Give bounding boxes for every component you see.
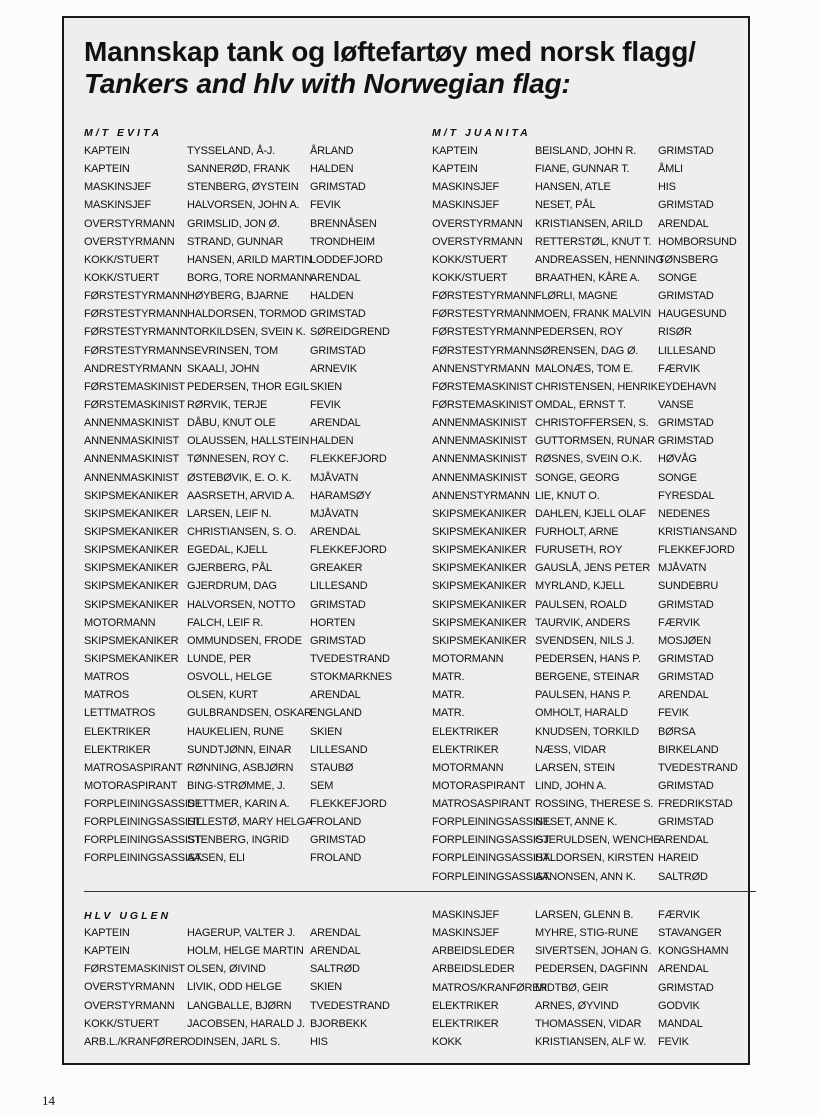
crew-rank: ARB.L./KRANFØRER [84, 1035, 188, 1048]
crew-rank: MOTORMANN [432, 652, 504, 665]
crew-name: MOEN, FRANK MALVIN [535, 308, 651, 321]
crew-rank: LETTMATROS [84, 707, 156, 720]
crew-name: TORKILDSEN, SVEIN K. [187, 326, 306, 339]
crew-rank: SKIPSMEKANIKER [432, 634, 527, 647]
crew-name: NÆSS, VIDAR [535, 743, 607, 756]
crew-hometown: HØVÅG [658, 453, 697, 466]
crew-hometown: FEVIK [310, 398, 341, 411]
crew-hometown: ARENDAL [310, 525, 361, 538]
crew-hometown: GRIMSTAD [658, 598, 714, 611]
crew-hometown: GRIMSTAD [658, 779, 714, 792]
crew-rank: FØRSTESTYRMANN [432, 290, 536, 303]
crew-name: FURUSETH, ROY [535, 544, 623, 557]
crew-rank: MATR. [432, 707, 465, 720]
crew-name: BORG, TORE NORMANN [187, 271, 312, 284]
crew-name: MYHRE, STIG-RUNE [535, 927, 639, 940]
crew-rank: KOKK/STUERT [84, 271, 160, 284]
crew-rank: FORPLEININGSASSIST. [84, 834, 204, 847]
crew-rank: KAPTEIN [432, 145, 478, 157]
crew-name: LARSEN, LEIF N. [187, 507, 272, 520]
crew-rank: FØRSTESTYRMANN [84, 308, 188, 321]
crew-hometown: SALTRØD [310, 963, 360, 976]
crew-name: NESET, PÅL [535, 199, 596, 212]
crew-rank: SKIPSMEKANIKER [432, 598, 527, 611]
crew-name: CHRISTOFFERSEN, S. [535, 417, 649, 430]
crew-name: RØNNING, ASBJØRN [187, 761, 294, 774]
crew-hometown: LODDEFJORD [310, 253, 383, 266]
crew-hometown: ARENDAL [658, 689, 709, 702]
crew-name: STENBERG, ØYSTEIN [187, 181, 299, 194]
crew-hometown: GRIMSTAD [658, 671, 714, 684]
crew-rank: MATROS [84, 671, 130, 684]
crew-rank: KOKK/STUERT [84, 1017, 160, 1030]
crew-hometown: SONGE [658, 271, 697, 284]
crew-name: DETTMER, KARIN A. [187, 798, 290, 811]
crew-name: OMHOLT, HARALD [535, 707, 628, 720]
crew-hometown: GRIMSTAD [310, 634, 366, 647]
crew-hometown: ARENDAL [658, 834, 709, 847]
crew-rank: SKIPSMEKANIKER [432, 580, 527, 593]
crew-hometown: ARENDAL [310, 945, 361, 958]
crew-rank: ANNENMASKINIST [432, 435, 527, 448]
crew-name: JACOBSEN, HARALD J. [187, 1017, 305, 1030]
crew-name: LIND, JOHN A. [535, 779, 607, 792]
crew-hometown: HARAMSØY [310, 489, 372, 502]
crew-rank: ANNENMASKINIST [432, 453, 527, 466]
crew-hometown: FÆRVIK [658, 616, 700, 629]
crew-name: RØRVIK, TERJE [187, 398, 268, 411]
crew-hometown: GRIMSTAD [310, 344, 366, 357]
crew-hometown: GRIMSTAD [658, 199, 714, 212]
crew-hometown: LILLESAND [658, 344, 716, 357]
crew-rank: ELEKTRIKER [432, 1017, 499, 1030]
crew-name: HØYBERG, BJARNE [187, 290, 289, 303]
crew-name: SANNERØD, FRANK [187, 163, 290, 176]
crew-name: LILLESTØ, MARY HELGA [187, 816, 313, 829]
crew-hometown: FEVIK [310, 199, 341, 212]
crew-name: LARSEN, STEIN [535, 761, 615, 774]
crew-rank: SKIPSMEKANIKER [84, 598, 179, 611]
crew-name: KRISTIANSEN, ARILD [535, 217, 643, 230]
crew-rank: KAPTEIN [84, 927, 130, 939]
crew-hometown: SKIEN [310, 981, 343, 994]
crew-rank: FORPLEININGSASSIST. [432, 852, 552, 865]
crew-rank: FØRSTESTYRMANN [84, 326, 188, 339]
crew-hometown: TVEDESTRAND [310, 652, 390, 665]
crew-name: HALDORSEN, KIRSTEN [535, 852, 654, 865]
crew-rank: ANNENSTYRMANN [432, 362, 530, 375]
crew-name: TYSSELAND, Å-J. [187, 145, 276, 157]
crew-name: KNUDSEN, TORKILD [535, 725, 639, 738]
crew-name: LIE, KNUT O. [535, 489, 600, 502]
crew-rank: KOKK/STUERT [84, 253, 160, 266]
crew-rank: MASKINSJEF [84, 181, 152, 194]
crew-hometown: SKIEN [310, 725, 343, 738]
crew-name: TØNNESEN, ROY C. [187, 453, 289, 466]
crew-rank: SKIPSMEKANIKER [84, 634, 179, 647]
crew-hometown: GRIMSTAD [658, 145, 714, 157]
crew-hometown: GRIMSTAD [658, 652, 714, 665]
crew-hometown: KONGSHAMN [658, 945, 729, 958]
crew-hometown: HAREID [658, 852, 699, 865]
crew-hometown: SONGE [658, 471, 697, 484]
crew-name: HAGERUP, VALTER J. [187, 927, 296, 939]
crew-name: HALVORSEN, NOTTO [187, 598, 296, 611]
crew-hometown: GREAKER [310, 562, 363, 575]
crew-hometown: FÆRVIK [658, 909, 700, 921]
crew-rank: MASKINSJEF [432, 927, 500, 940]
crew-hometown: MANDAL [658, 1017, 703, 1030]
crew-name: HALVORSEN, JOHN A. [187, 199, 300, 212]
crew-rank: SKIPSMEKANIKER [84, 652, 179, 665]
crew-rank: FØRSTESTYRMANN [432, 308, 536, 321]
crew-hometown: BØRSA [658, 725, 696, 738]
crew-rank: FØRSTEMASKINIST [84, 380, 185, 393]
crew-hometown: ARENDAL [658, 963, 709, 976]
crew-hometown: EYDEHAVN [658, 380, 717, 393]
crew-rank: SKIPSMEKANIKER [432, 544, 527, 557]
crew-name: MALONÆS, TOM E. [535, 362, 634, 375]
crew-rank: FORPLEININGSASSIST. [84, 816, 204, 829]
crew-name: GJERULDSEN, WENCHE [535, 834, 661, 847]
crew-name: HALDORSEN, TORMOD [187, 308, 307, 321]
crew-rank: FØRSTEMASKINIST [84, 963, 185, 976]
crew-name: LARSEN, GLENN B. [535, 909, 634, 921]
crew-name: SONGE, GEORG [535, 471, 620, 484]
crew-hometown: LILLESAND [310, 580, 368, 593]
crew-rank: MASKINSJEF [432, 181, 500, 194]
crew-name: PEDERSEN, THOR EGIL [187, 380, 309, 393]
crew-hometown: FEVIK [658, 707, 689, 720]
crew-hometown: FROLAND [310, 852, 362, 865]
crew-hometown: GRIMSTAD [310, 308, 366, 321]
crew-rank: MOTORASPIRANT [84, 779, 178, 792]
crew-hometown: FLEKKEFJORD [310, 544, 387, 557]
crew-hometown: ARENDAL [310, 689, 361, 702]
crew-rank: ELEKTRIKER [432, 999, 499, 1012]
crew-hometown: HALDEN [310, 163, 354, 176]
crew-name: RETTERSTØL, KNUT T. [535, 235, 652, 248]
crew-hometown: TØNSBERG [658, 253, 719, 266]
crew-name: THOMASSEN, VIDAR [535, 1017, 642, 1030]
crew-rank: FØRSTEMASKINIST [432, 380, 533, 393]
crew-name: OLAUSSEN, HALLSTEIN [187, 435, 310, 448]
crew-rank: OVERSTYRMANN [432, 217, 523, 230]
crew-hometown: SKIEN [310, 380, 343, 393]
crew-hometown: FÆRVIK [658, 362, 700, 375]
crew-name: STRAND, GUNNAR [187, 235, 284, 248]
crew-name: ROSSING, THERESE S. [535, 798, 654, 811]
crew-rank: ANNENSTYRMANN [432, 489, 530, 502]
crew-name: SUNDTJØNN, EINAR [187, 743, 292, 756]
crew-rank: SKIPSMEKANIKER [84, 507, 179, 520]
crew-name: CHRISTIANSEN, S. O. [187, 525, 297, 538]
crew-hometown: ARENDAL [310, 927, 361, 939]
crew-rank: OVERSTYRMANN [84, 235, 175, 248]
crew-rank: KAPTEIN [432, 163, 478, 176]
crew-name: LUNDE, PER [187, 652, 252, 665]
crew-name: BRAATHEN, KÅRE A. [535, 271, 640, 284]
crew-hometown: HOMBORSUND [658, 235, 737, 248]
crew-rank: MOTORASPIRANT [432, 779, 526, 792]
crew-rank: MATROS [84, 689, 130, 702]
crew-hometown: BIRKELAND [658, 743, 719, 756]
crew-hometown: HORTEN [310, 616, 356, 629]
crew-hometown: MJÅVATN [310, 471, 359, 484]
vessel-name-juanita: M/T JUANITA [432, 127, 531, 139]
crew-name: PEDERSEN, HANS P. [535, 652, 641, 665]
vessel-name-uglen: HLV UGLEN [84, 910, 172, 922]
crew-rank: ANNENMASKINIST [84, 435, 179, 448]
crew-hometown: MOSJØEN [658, 634, 711, 647]
crew-hometown: GRIMSTAD [310, 598, 366, 611]
crew-name: RØSNES, SVEIN O.K. [535, 453, 643, 466]
crew-name: SØRENSEN, DAG Ø. [535, 344, 639, 357]
crew-hometown: FROLAND [310, 816, 362, 829]
crew-rank: SKIPSMEKANIKER [84, 580, 179, 593]
crew-rank: SKIPSMEKANIKER [84, 544, 179, 557]
crew-name: HANSEN, ARILD MARTIN [187, 253, 312, 266]
crew-hometown: MJÅVATN [310, 507, 359, 520]
crew-rank: ELEKTRIKER [84, 743, 151, 756]
crew-hometown: STAUBØ [310, 761, 354, 774]
crew-name: OMMUNDSEN, FRODE [187, 634, 302, 647]
crew-rank: KAPTEIN [84, 163, 130, 176]
crew-hometown: GRIMSTAD [658, 290, 714, 303]
crew-rank: OVERSTYRMANN [432, 235, 523, 248]
crew-name: GJERDRUM, DAG [187, 580, 277, 593]
crew-name: LANGBALLE, BJØRN [187, 999, 292, 1012]
crew-rank: FØRSTESTYRMANN [432, 344, 536, 357]
crew-hometown: FREDRIKSTAD [658, 798, 733, 811]
crew-hometown: MJÅVATN [658, 562, 707, 575]
crew-name: TAURVIK, ANDERS [535, 616, 631, 629]
crew-hometown: ENGLAND [310, 707, 362, 720]
crew-name: FURHOLT, ARNE [535, 525, 619, 538]
crew-rank: ELEKTRIKER [432, 743, 499, 756]
crew-name: ØSTEBØVIK, E. O. K. [187, 471, 292, 484]
crew-hometown: GRIMSTAD [658, 816, 714, 829]
crew-hometown: TRONDHEIM [310, 235, 375, 248]
crew-name: SVENDSEN, NILS J. [535, 634, 635, 647]
crew-name: PEDERSEN, ROY [535, 326, 623, 339]
crew-name: MYRLAND, KJELL [535, 580, 625, 593]
crew-rank: ANNENMASKINIST [84, 471, 179, 484]
crew-rank: MATR. [432, 689, 465, 702]
crew-name: PAULSEN, ROALD [535, 598, 627, 611]
crew-name: GULBRANDSEN, OSKAR [187, 707, 312, 720]
crew-hometown: ÅMLI [658, 163, 683, 176]
crew-rank: FØRSTEMASKINIST [84, 398, 185, 411]
crew-hometown: FLEKKEFJORD [658, 544, 735, 557]
crew-rank: ANNENMASKINIST [84, 453, 179, 466]
crew-hometown: STOKMARKNES [310, 671, 392, 684]
crew-name: OLSEN, KURT [187, 689, 258, 702]
crew-rank: FORPLEININGSASSIST. [432, 816, 552, 829]
crew-hometown: SØREIDGREND [310, 326, 390, 339]
crew-hometown: HIS [658, 181, 676, 194]
crew-rank: MATROSASPIRANT [432, 798, 531, 811]
crew-rank: ANNENMASKINIST [432, 417, 527, 430]
crew-name: GRIMSLID, JON Ø. [187, 217, 280, 230]
crew-rank: SKIPSMEKANIKER [84, 525, 179, 538]
crew-rank: KAPTEIN [84, 145, 130, 157]
crew-hometown: GRIMSTAD [658, 435, 714, 448]
crew-rank: FØRSTESTYRMANN [84, 344, 188, 357]
crew-hometown: ARNEVIK [310, 362, 357, 375]
crew-rank: FØRSTESTYRMANN [84, 290, 188, 303]
crew-hometown: RISØR [658, 326, 692, 339]
crew-rank: MOTORMANN [84, 616, 156, 629]
crew-name: BERGENE, STEINAR [535, 671, 640, 684]
crew-rank: SKIPSMEKANIKER [432, 525, 527, 538]
crew-rank: KOKK/STUERT [432, 271, 508, 284]
crew-rank: FØRSTESTYRMANN [432, 326, 536, 339]
crew-hometown: SEM [310, 779, 334, 792]
crew-rank: KOKK [432, 1035, 462, 1048]
crew-name: LIVIK, ODD HELGE [187, 981, 282, 994]
crew-hometown: STAVANGER [658, 927, 722, 940]
crew-hometown: TVEDESTRAND [658, 761, 738, 774]
crew-rank: FORPLEININGSASSIST. [84, 798, 204, 811]
crew-name: EGEDAL, KJELL [187, 544, 268, 557]
crew-name: FIANE, GUNNAR T. [535, 163, 630, 176]
crew-hometown: FYRESDAL [658, 489, 715, 502]
crew-name: GUTTORMSEN, RUNAR [535, 435, 655, 448]
crew-name: KRISTIANSEN, ALF W. [535, 1035, 647, 1048]
crew-name: DÅBU, KNUT OLE [187, 417, 276, 430]
crew-name: GJERBERG, PÅL [187, 562, 272, 575]
crew-name: CHRISTENSEN, HENRIK [535, 380, 658, 393]
crew-hometown: FLEKKEFJORD [310, 453, 387, 466]
crew-name: BEISLAND, JOHN R. [535, 145, 637, 157]
crew-hometown: BJORBEKK [310, 1017, 368, 1030]
crew-rank: ANNENMASKINIST [84, 417, 179, 430]
title-norwegian: Mannskap tank og løftefartøy med norsk flagg/ [84, 36, 696, 67]
crew-name: SEVRINSEN, TOM [187, 344, 278, 357]
crew-rank: SKIPSMEKANIKER [432, 616, 527, 629]
crew-hometown: HAUGESUND [658, 308, 727, 321]
crew-rank: ARBEIDSLEDER [432, 945, 515, 958]
crew-rank: FORPLEININGSASSIST. [84, 852, 204, 865]
crew-hometown: HALDEN [310, 435, 354, 448]
crew-rank: OVERSTYRMANN [84, 981, 175, 994]
crew-rank: FORPLEININGSASSIST. [432, 870, 552, 883]
crew-hometown: GODVIK [658, 999, 700, 1012]
crew-hometown: VANSE [658, 398, 694, 411]
crew-rank: OVERSTYRMANN [84, 999, 175, 1012]
crew-name: AASEN, ELI [187, 852, 245, 865]
crew-name: FLØRLI, MAGNE [535, 290, 618, 303]
crew-rank: MATROSASPIRANT [84, 761, 183, 774]
crew-hometown: BRENNÅSEN [310, 217, 377, 230]
crew-name: OMDAL, ERNST T. [535, 398, 626, 411]
crew-hometown: FEVIK [658, 1035, 689, 1048]
crew-rank: FORPLEININGSASSIST. [432, 834, 552, 847]
crew-rank: MASKINSJEF [84, 199, 152, 212]
crew-name: ARNES, ØYVIND [535, 999, 619, 1012]
crew-name: PAULSEN, HANS P. [535, 689, 632, 702]
crew-rank: MASKINSJEF [432, 909, 500, 921]
crew-name: OSVOLL, HELGE [187, 671, 272, 684]
crew-rank: ELEKTRIKER [84, 725, 151, 738]
crew-name: AANONSEN, ANN K. [535, 870, 636, 883]
page-title [84, 36, 696, 100]
crew-name: PEDERSEN, DAGFINN [535, 963, 648, 976]
vessel-name-evita: M/T EVITA [84, 127, 163, 139]
crew-name: BING-STRØMME, J. [187, 779, 286, 792]
crew-name: HANSEN, ATLE [535, 181, 611, 194]
crew-name: ODINSEN, JARL S. [187, 1035, 280, 1048]
crew-name: NESET, ANNE K. [535, 816, 618, 829]
crew-hometown: SUNDEBRU [658, 580, 719, 593]
crew-rank: ARBEIDSLEDER [432, 963, 515, 976]
crew-rank: FØRSTEMASKINIST [432, 398, 533, 411]
crew-hometown: HIS [310, 1035, 328, 1048]
crew-hometown: LILLESAND [310, 743, 368, 756]
crew-hometown: HALDEN [310, 290, 354, 303]
crew-hometown: ARENDAL [658, 217, 709, 230]
crew-rank: SKIPSMEKANIKER [84, 489, 179, 502]
crew-rank: MATR. [432, 671, 465, 684]
title-english: Tankers and hlv with Norwegian flag: [84, 68, 571, 99]
crew-rank: ELEKTRIKER [432, 725, 499, 738]
crew-rank: SKIPSMEKANIKER [432, 507, 527, 520]
crew-name: OLSEN, ØIVIND [187, 963, 266, 976]
crew-rank: ANDRESTYRMANN [84, 362, 182, 375]
crew-name: HAUKELIEN, RUNE [187, 725, 284, 738]
crew-rank: MOTORMANN [432, 761, 504, 774]
crew-list-frame [62, 16, 750, 1065]
crew-rank: SKIPSMEKANIKER [432, 562, 527, 575]
crew-name: GAUSLÅ, JENS PETER [535, 562, 650, 575]
crew-name: AASRSETH, ARVID A. [187, 489, 295, 502]
crew-rank: SKIPSMEKANIKER [84, 562, 179, 575]
crew-hometown: ARENDAL [310, 271, 361, 284]
crew-name: STENBERG, INGRID [187, 834, 289, 847]
page-number: 14 [42, 1093, 55, 1108]
crew-hometown: FLEKKEFJORD [310, 798, 387, 811]
crew-hometown: TVEDESTRAND [310, 999, 390, 1012]
crew-rank: KAPTEIN [84, 945, 130, 958]
crew-name: DAHLEN, KJELL OLAF [535, 507, 646, 520]
crew-hometown: KRISTIANSAND [658, 525, 737, 538]
crew-rank: ANNENMASKINIST [432, 471, 527, 484]
crew-hometown: GRIMSTAD [310, 834, 366, 847]
crew-hometown: GRIMSTAD [658, 981, 714, 994]
crew-rank: OVERSTYRMANN [84, 217, 175, 230]
crew-rank: KOKK/STUERT [432, 253, 508, 266]
crew-rank: MASKINSJEF [432, 199, 500, 212]
crew-name: SKAALI, JOHN [187, 362, 260, 375]
crew-hometown: SALTRØD [658, 870, 708, 883]
crew-name: ANDREASSEN, HENNING [535, 253, 664, 266]
crew-hometown: ÅRLAND [310, 145, 354, 157]
crew-name: SIVERTSEN, JOHAN G. [535, 945, 652, 958]
crew-hometown: NEDENES [658, 507, 710, 520]
crew-name: FALCH, LEIF R. [187, 616, 264, 629]
crew-hometown: GRIMSTAD [310, 181, 366, 194]
crew-name: MIDTBØ, GEIR [535, 981, 609, 994]
crew-name: HOLM, HELGE MARTIN [187, 945, 304, 958]
crew-hometown: GRIMSTAD [658, 417, 714, 430]
section-divider [84, 891, 756, 892]
crew-hometown: ARENDAL [310, 417, 361, 430]
crew-rank: MATROS/KRANFØRER [432, 981, 548, 994]
